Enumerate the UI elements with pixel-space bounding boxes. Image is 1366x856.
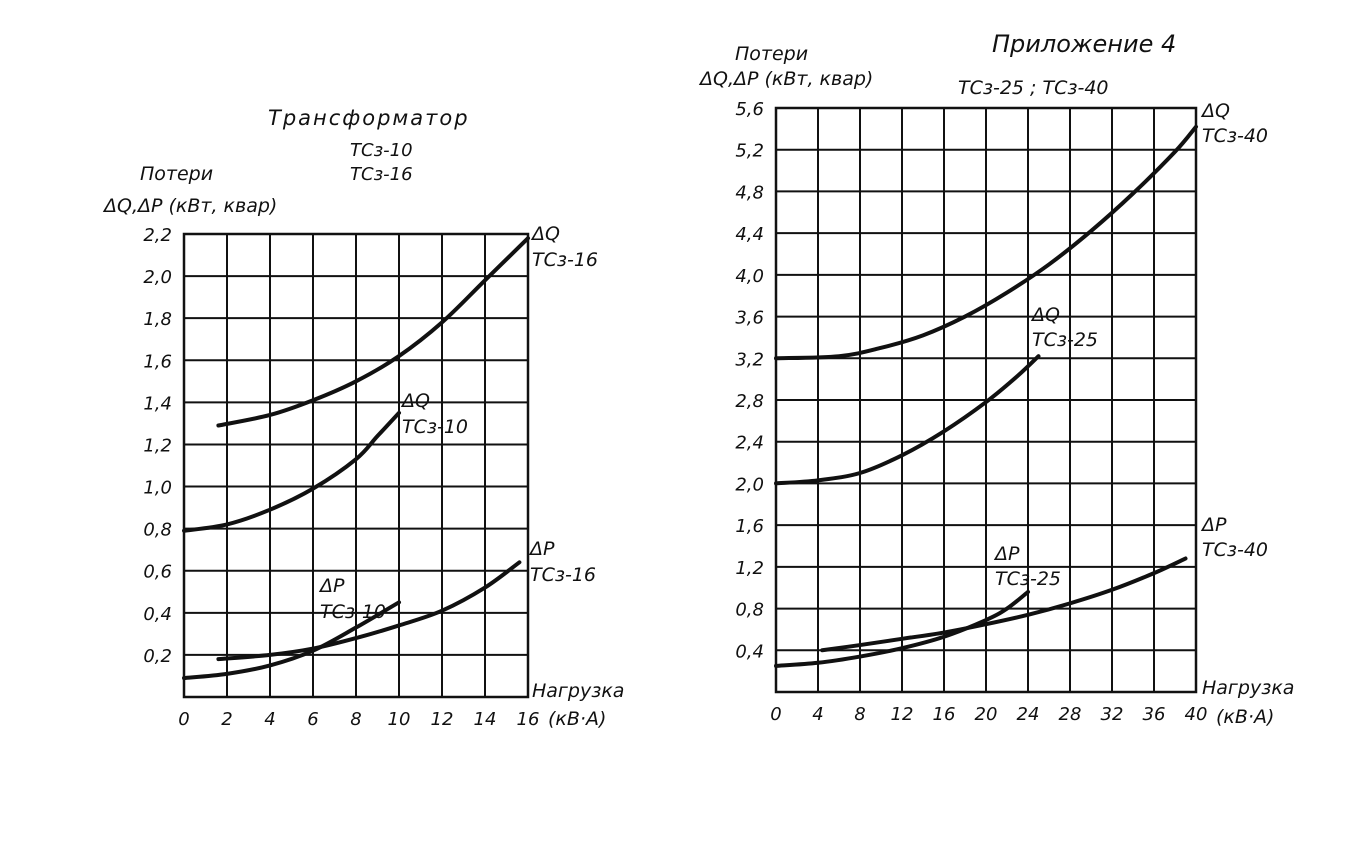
right-y-tick-label: 4,4 <box>735 224 764 246</box>
left-y-tick-label: 0,8 <box>143 519 172 541</box>
left-x-tick-label: 4 <box>264 709 276 730</box>
left-series-label-3: ТСз-16 <box>530 564 597 586</box>
left-y-tick-label: 1,2 <box>143 435 172 457</box>
left-chart-title: Трансформатор <box>268 106 470 130</box>
left-y-tick-label: 2,2 <box>143 225 172 246</box>
left-x-tick-label: 8 <box>350 709 362 730</box>
left-chart-subtitle-2: ТСз-16 <box>350 164 413 185</box>
left-x-axis-label-1: Нагрузка <box>532 680 625 702</box>
right-y-tick-label: 4,0 <box>735 265 764 287</box>
right-x-axis-label-1: Нагрузка <box>1202 677 1295 699</box>
right-x-tick-label: 40 <box>1184 704 1208 725</box>
right-y-axis-label-1: Потери <box>735 43 809 65</box>
left-x-tick-label: 16 <box>516 709 540 730</box>
left-y-tick-label: 0,6 <box>143 561 172 583</box>
right-x-tick-label: 4 <box>812 704 824 725</box>
right-series-label-4: ТСз-25 <box>995 568 1062 590</box>
appendix-title: Приложение 4 <box>992 30 1177 58</box>
left-y-tick-label: 2,0 <box>143 267 172 289</box>
right-y-tick-label: 1,6 <box>735 516 764 538</box>
right-y-tick-label: 2,4 <box>735 432 764 454</box>
left-x-tick-label: 14 <box>473 709 497 730</box>
left-x-tick-label: 2 <box>221 709 233 730</box>
right-x-tick-label: 16 <box>932 704 956 725</box>
right-series-line-2 <box>776 356 1039 483</box>
right-x-tick-label: 24 <box>1016 704 1040 725</box>
left-y-tick-label: 0,2 <box>143 645 172 667</box>
right-y-tick-label: 5,2 <box>735 140 764 162</box>
right-y-tick-label: 3,2 <box>735 349 764 371</box>
right-x-tick-label: 8 <box>854 704 866 725</box>
left-series-label-3: ΔP <box>530 538 555 560</box>
right-series-label-1: ΔQ <box>1202 100 1230 122</box>
left-y-axis-label-1: Потери <box>140 163 214 185</box>
right-x-tick-label: 32 <box>1100 704 1124 725</box>
left-y-axis-label-2: ΔQ,ΔP (кВт, квар) <box>104 195 278 217</box>
right-x-tick-label: 0 <box>770 704 782 725</box>
left-series-line-1 <box>218 238 528 425</box>
left-x-axis-label-2: (кВ·А) <box>548 708 607 730</box>
right-x-axis-label-2: (кВ·А) <box>1216 706 1275 728</box>
left-x-tick-label: 10 <box>387 709 411 730</box>
right-y-tick-label: 0,4 <box>735 641 764 663</box>
left-series-label-2: ТСз-10 <box>402 416 469 438</box>
left-y-tick-label: 1,4 <box>143 393 172 415</box>
right-series-label-2: ТСз-25 <box>1032 329 1099 351</box>
left-y-tick-label: 1,0 <box>143 477 172 499</box>
right-series-label-3: ΔP <box>1202 514 1227 536</box>
left-y-tick-label: 1,6 <box>143 351 172 373</box>
right-y-tick-label: 3,6 <box>735 307 764 329</box>
left-series-label-4: ТСз-10 <box>320 601 387 623</box>
left-chart-subtitle-1: ТСз-10 <box>350 140 413 161</box>
right-series-label-3: ТСз-40 <box>1202 539 1269 561</box>
right-series-label-1: ТСз-40 <box>1202 125 1269 147</box>
right-y-tick-label: 2,0 <box>735 474 764 496</box>
right-series-label-4: ΔP <box>995 543 1020 565</box>
right-chart <box>735 99 1268 725</box>
right-y-tick-label: 4,8 <box>735 182 764 204</box>
left-x-tick-label: 12 <box>430 709 454 730</box>
right-y-tick-label: 5,6 <box>735 99 764 120</box>
left-series-label-2: ΔQ <box>402 390 430 412</box>
right-y-tick-label: 0,8 <box>735 599 764 621</box>
right-series-label-2: ΔQ <box>1032 304 1060 326</box>
left-chart <box>143 223 598 730</box>
right-x-tick-label: 20 <box>974 704 998 725</box>
left-series-line-2 <box>184 413 399 531</box>
left-series-label-1: ТСз-16 <box>532 249 599 271</box>
left-y-tick-label: 0,4 <box>143 603 172 625</box>
left-x-tick-label: 0 <box>178 709 190 730</box>
left-x-tick-label: 6 <box>307 709 319 730</box>
left-series-label-1: ΔQ <box>532 223 560 245</box>
right-y-tick-label: 2,8 <box>735 391 764 412</box>
right-x-tick-label: 28 <box>1058 704 1082 725</box>
right-x-tick-label: 12 <box>890 704 914 725</box>
left-y-tick-label: 1,8 <box>143 309 172 331</box>
appendix-subtitle: ТСз-25 ; ТСз-40 <box>958 77 1109 99</box>
right-y-tick-label: 1,2 <box>735 557 764 579</box>
right-x-tick-label: 36 <box>1142 704 1166 725</box>
right-y-axis-label-2: ΔQ,ΔP (кВт, квар) <box>700 68 874 90</box>
left-series-label-4: ΔP <box>320 575 345 597</box>
